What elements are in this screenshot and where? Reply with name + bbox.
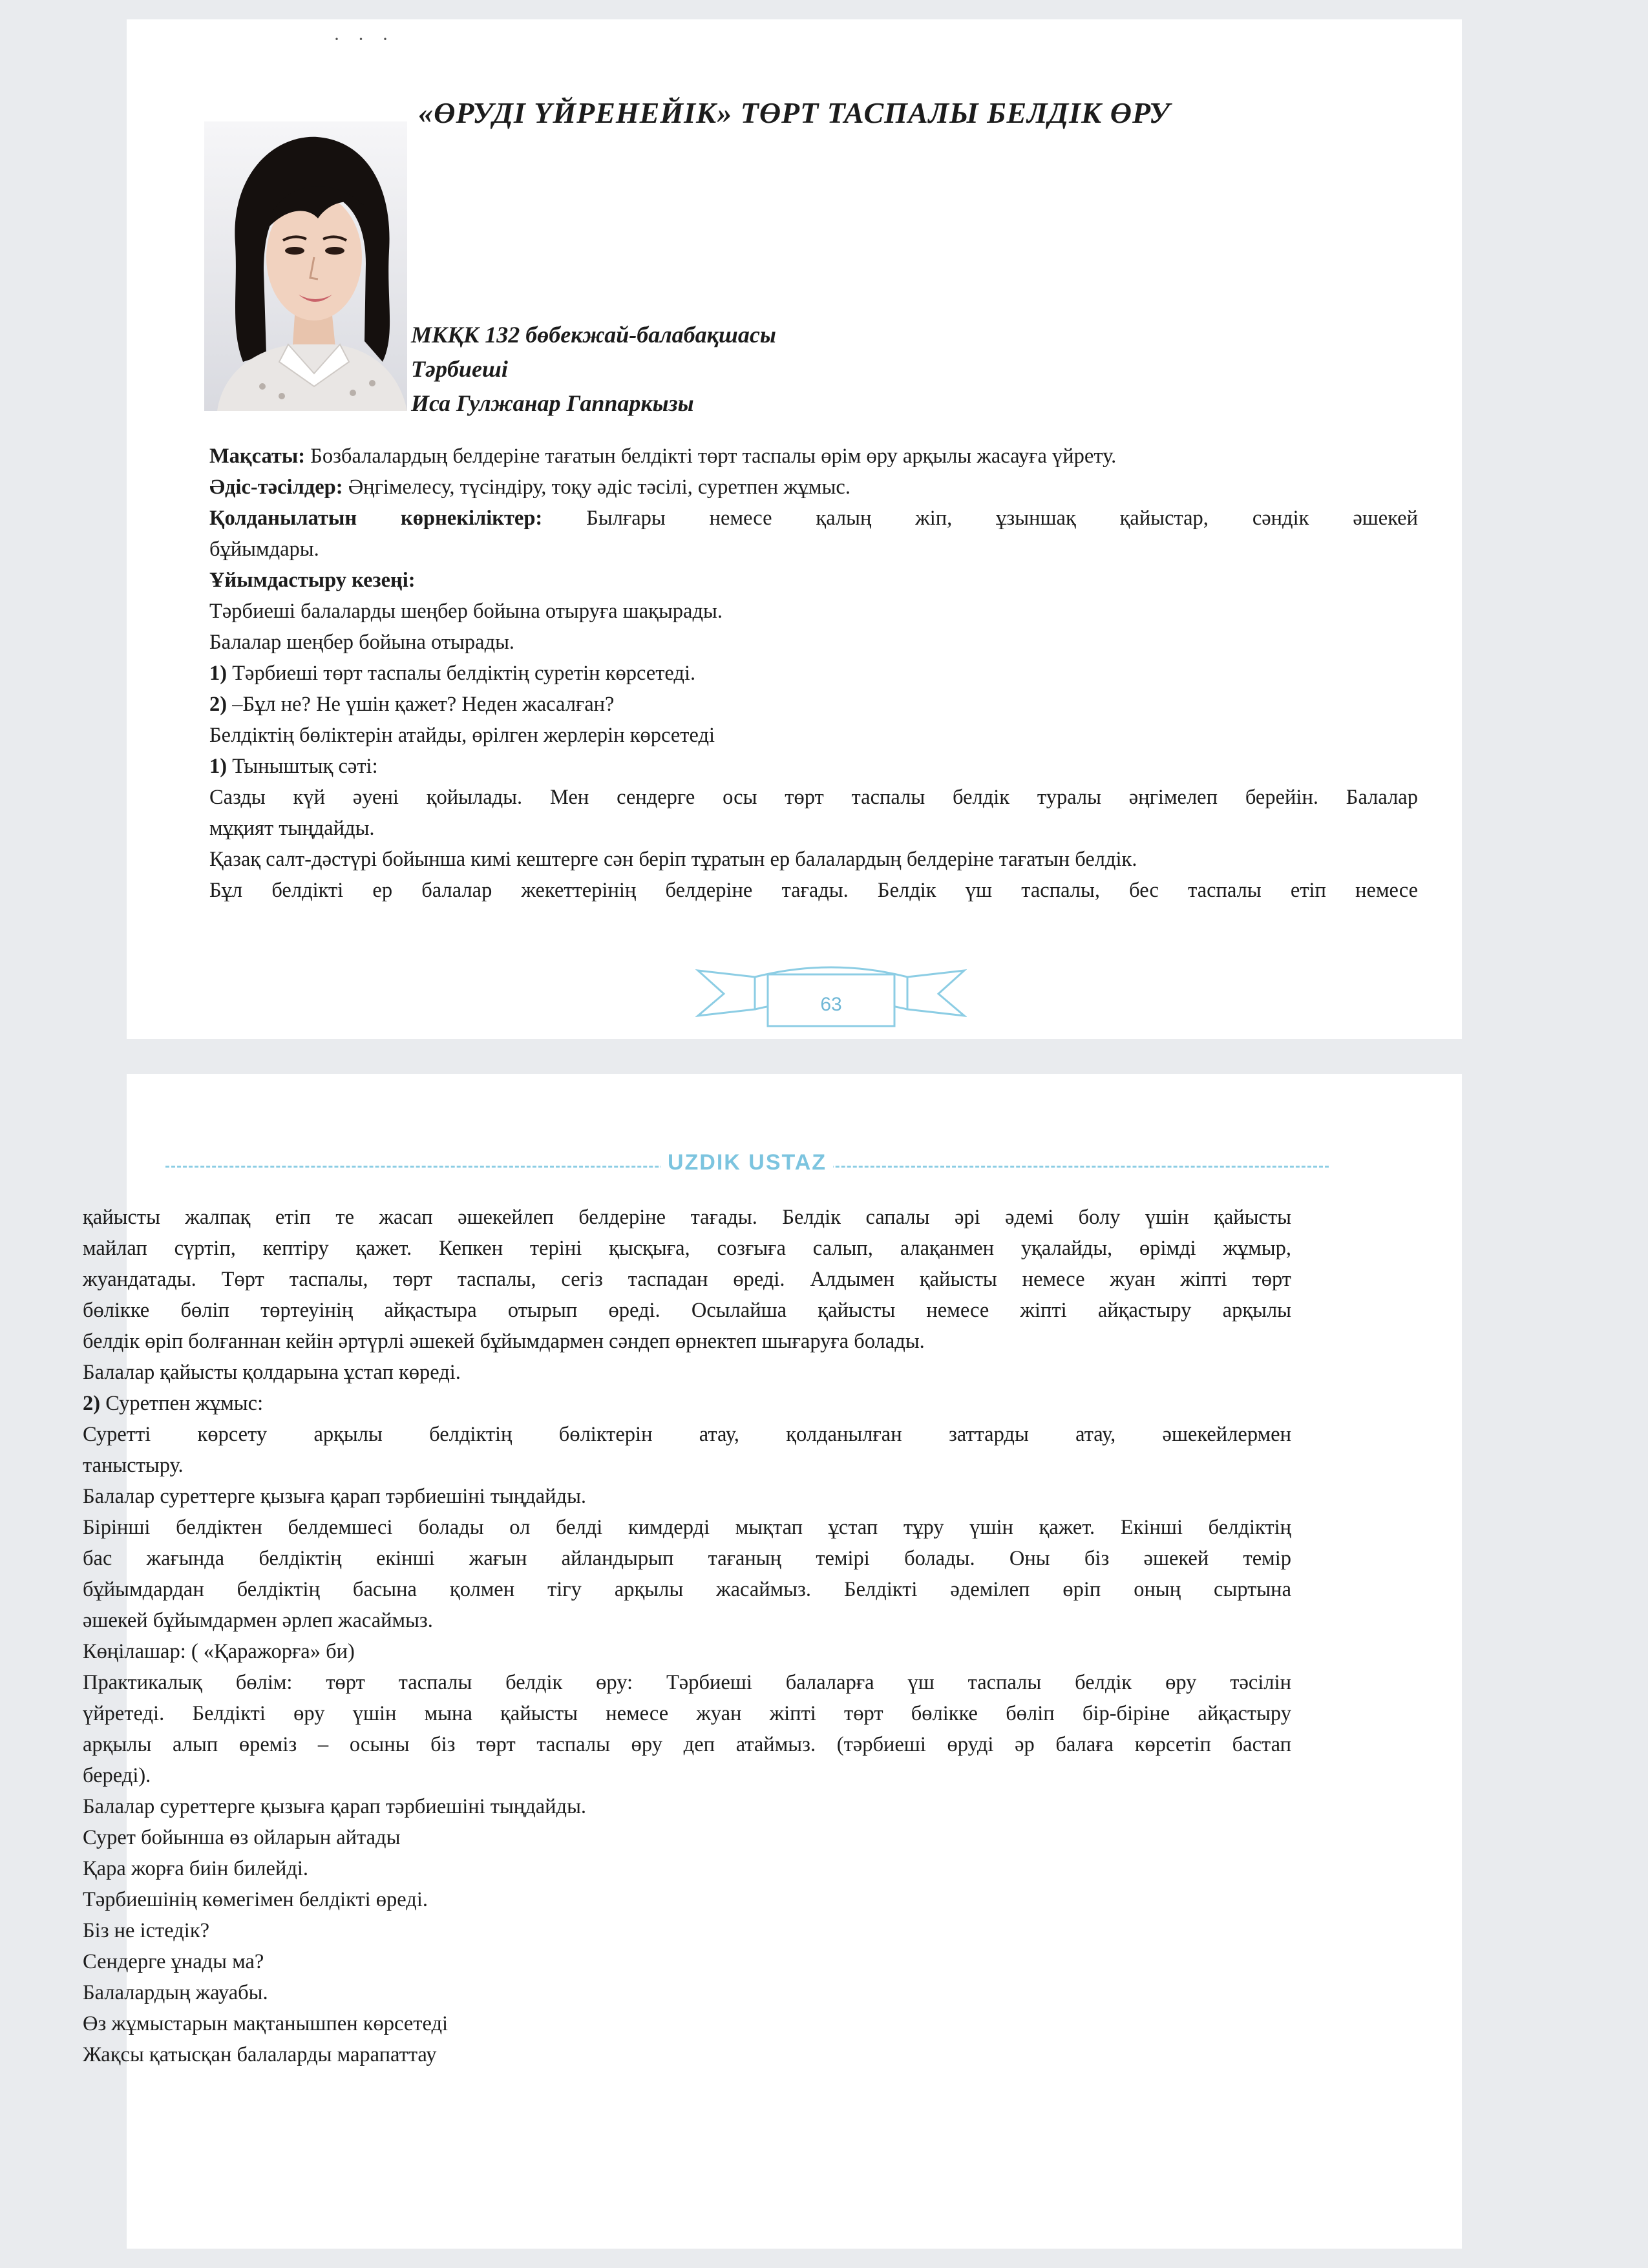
author-organization: МКҚК 132 бөбекжай-балабақшасы	[411, 322, 776, 348]
page2-body	[83, 1202, 1291, 2070]
list-number: 2)	[83, 1392, 101, 1415]
body-line	[83, 1388, 1291, 1419]
goal-line	[209, 441, 1418, 472]
author-role: Тәрбиеші	[411, 356, 508, 382]
list-item	[209, 689, 1418, 720]
page-title: «ӨРУДІ ҮЙРЕНЕЙІК» ТӨРТ ТАСПАЛЫ БЕЛДІК ӨРУ	[418, 96, 1170, 129]
page1-body	[209, 441, 1418, 906]
body-line: Практикалық бөлім: төрт таспалы белдік өру: Тәрбиеші балаларға үш таспалы белдік өру тәсілін	[83, 1671, 1291, 1694]
list-number: 1)	[209, 662, 227, 685]
body-line: арқылы алып өреміз – осыны біз төрт таспалы өру деп атаймыз. (тәрбиеші өруді әр балаға көрсетіп бастап	[83, 1733, 1291, 1756]
body-line: Белдіктің бөліктерін атайды, өрілген жерлерін көрсетеді	[209, 724, 715, 747]
body-line: үйретеді. Белдікті өру үшін мына қайысты немесе жуан жіпті төрт бөлікке бөліп бір-біріне айқастыру	[83, 1702, 1291, 1725]
methods-label: Әдіс-тәсілдер:	[209, 476, 343, 499]
body-line: Тәрбиеші балаларды шеңбер бойына отыруға шақырады.	[209, 600, 723, 623]
list-item	[209, 751, 1418, 782]
body-line: Сендерге ұнады ма?	[83, 1950, 264, 1973]
list-text: –Бұл не? Не үшін қажет? Неден жасалған?	[227, 693, 615, 716]
author-photo	[204, 121, 407, 411]
body-line: бөлікке бөліп төртеуінің айқастыра отырып өреді. Осылайша қайысты немесе жіпті айқастыру арқылы	[83, 1299, 1291, 1322]
page-number: 63	[820, 994, 842, 1015]
body-line: береді).	[83, 1764, 151, 1787]
ribbon-icon	[695, 945, 967, 1029]
body-line: Бірінші белдіктен белдемшесі болады ол белді кимдерді мықтап ұстап тұру үшін қажет. Екінші белдіктің	[83, 1516, 1291, 1539]
methods-text: Әңгімелесу, түсіндіру, тоқу әдіс тәсілі, суретпен жұмыс.	[343, 476, 850, 499]
visuals-line-cont: бұйымдары.	[209, 538, 319, 561]
body-line: бас жағында белдіктің екінші жағын айландырып тағаның темірі болады. Оны біз әшекей темір	[83, 1547, 1291, 1570]
page-number-ribbon	[695, 945, 967, 1029]
body-line: Жақсы қатысқан балаларды марапаттау	[83, 2043, 437, 2066]
body-line: майлап сүртіп, кептіру қажет. Кепкен теріні қысқыға, созғыға салып, алақанмен уқалайды, өрімді жұмыр,	[83, 1237, 1291, 1260]
list-number: 2)	[209, 693, 227, 716]
list-number: 1)	[209, 755, 227, 778]
body-line: қайысты жалпақ етіп те жасап әшекейлеп белдеріне тағады. Белдік сапалы әрі әдемі болу үшін қайысты	[83, 1206, 1291, 1229]
body-line: белдік өріп болғаннан кейін әртүрлі әшекей бұйымдармен сәндеп өрнектеп шығаруға болады.	[83, 1330, 925, 1353]
body-line: Балалардың жауабы.	[83, 1981, 268, 2004]
body-line: мұқият тыңдайды.	[209, 817, 375, 840]
body-line: бұйымдардан белдіктің басына қолмен тігу арқылы жасаймыз. Белдікті әдемілеп өріп оның сыртына	[83, 1578, 1291, 1601]
page-sheet-1	[127, 19, 1462, 1039]
journal-header	[165, 1150, 1329, 1179]
author-portrait-image	[204, 121, 407, 411]
body-line: Балалар қайысты қолдарына ұстап көреді.	[83, 1361, 461, 1384]
visuals-line	[209, 503, 1418, 534]
goal-label: Мақсаты:	[209, 445, 306, 468]
visuals-label: Қолданылатын көрнекіліктер:	[209, 507, 543, 530]
body-line: Балалар суреттерге қызыға қарап тәрбиешіні тыңдайды.	[83, 1795, 587, 1818]
methods-line	[209, 472, 1418, 503]
body-line: Сазды күй әуені қойылады. Мен сендерге осы төрт таспалы белдік туралы әңгімелеп берейін. Балалар	[209, 786, 1418, 809]
body-line: Тәрбиешінің көмегімен белдікті өреді.	[83, 1888, 428, 1911]
body-line: Сурет бойынша өз ойларын айтады	[83, 1826, 401, 1849]
visuals-text: Былғары немесе қалың жіп, ұзыншақ қайыстар, сәндік әшекей	[542, 507, 1418, 530]
body-line: таныстыру.	[83, 1454, 184, 1477]
body-line: Көңілашар: ( «Қаражорға» би)	[83, 1640, 355, 1663]
journal-header-text-wrap	[165, 1150, 1329, 1175]
body-line: Өз жұмыстарын мақтанышпен көрсетеді	[83, 2012, 449, 2035]
body-line: жуандатады. Төрт таспалы, төрт таспалы, сегіз таспадан өреді. Алдымен қайысты немесе жуан жіпті төрт	[83, 1268, 1291, 1291]
list-item	[209, 658, 1418, 689]
author-name: Иса Гулжанар Гаппаркызы	[411, 390, 694, 416]
list-text: Тәрбиеші төрт таспалы белдіктің суретін көрсетеді.	[227, 662, 696, 685]
body-line: Біз не істедік?	[83, 1919, 210, 1942]
body-line: Бұл белдікті ер балалар жекеттерінің белдеріне тағады. Белдік үш таспалы, бес таспалы етіп немесе	[209, 879, 1418, 902]
list-text: Суретпен жұмыс:	[100, 1392, 264, 1415]
body-line: Балалар шеңбер бойына отырады.	[209, 631, 515, 654]
author-block	[411, 318, 776, 421]
body-line: Қазақ салт-дәстүрі бойынша кимі кештерге сән беріп тұратын ер балалардың белдеріне тағатын белдік.	[209, 848, 1137, 871]
scan-marks: · · ·	[333, 28, 395, 50]
body-line: Қара жорға биін билейді.	[83, 1857, 309, 1880]
journal-name: UZDIK USTAZ	[661, 1150, 833, 1175]
list-text: Тыныштық сәті:	[227, 755, 378, 778]
org-stage-heading: Ұйымдастыру кезеңі:	[209, 569, 416, 592]
body-line: Балалар суреттерге қызыға қарап тәрбиешіні тыңдайды.	[83, 1485, 587, 1508]
body-line: әшекей бұйымдармен әрлеп жасаймыз.	[83, 1609, 433, 1632]
body-line: Суретті көрсету арқылы белдіктің бөліктерін атау, қолданылған заттарды атау, әшекейлермен	[83, 1423, 1291, 1446]
goal-text: Бозбалалардың белдеріне тағатын белдікті төрт таспалы өрім өру арқылы жасауға үйрету.	[305, 445, 1117, 468]
